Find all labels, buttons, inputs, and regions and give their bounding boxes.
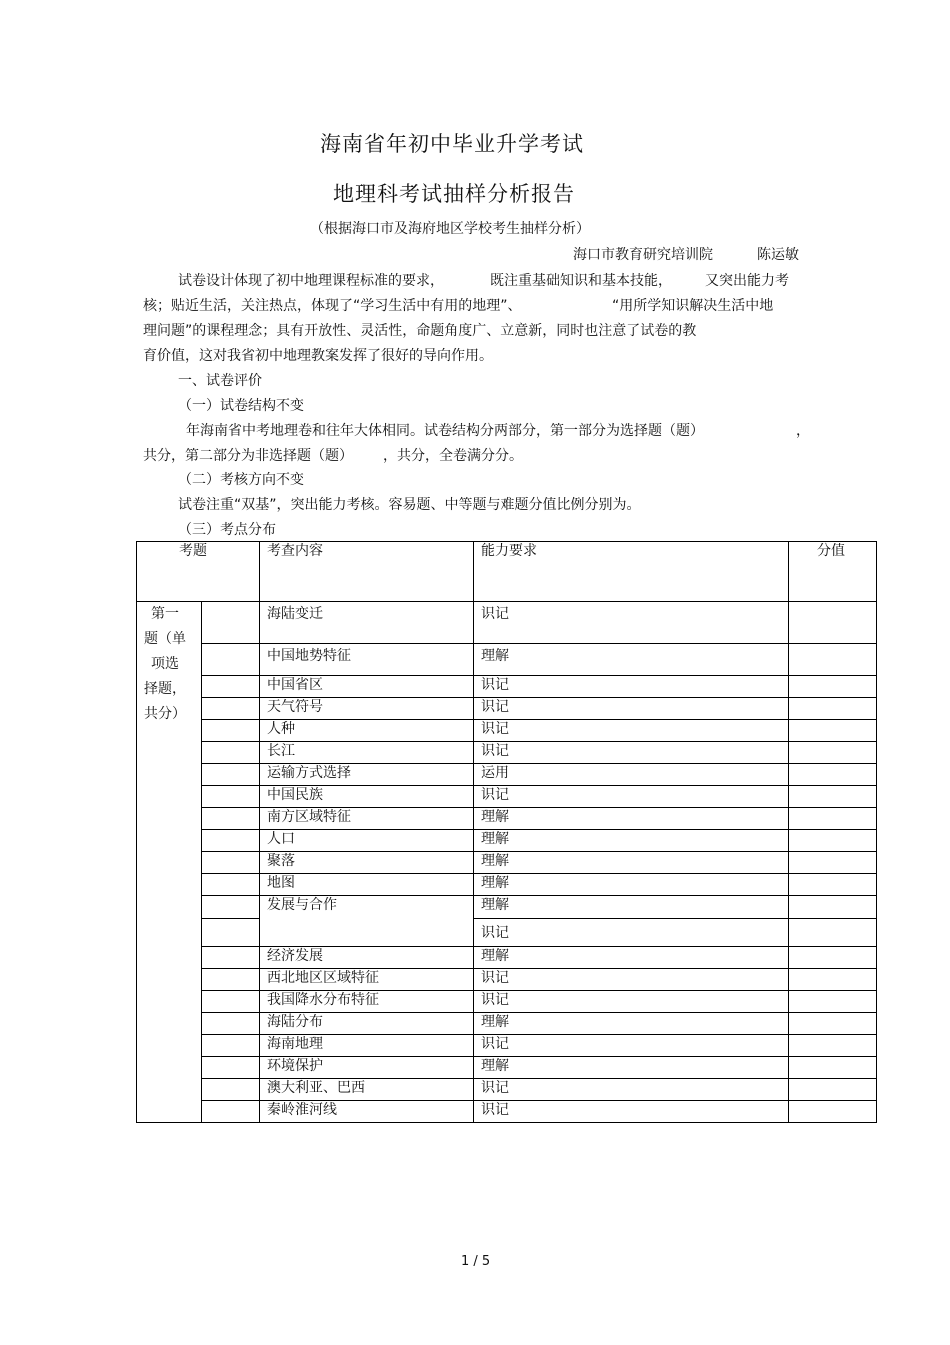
blank-cell (202, 644, 260, 676)
content-cell: 长江 (260, 742, 474, 764)
score-cell (789, 947, 877, 969)
structure-paragraph-b: ， (796, 423, 810, 439)
content-cell: 南方区域特征 (260, 808, 474, 830)
ability-cell: 理解 (474, 852, 789, 874)
content-cell: 环境保护 (260, 1057, 474, 1079)
ability-cell: 识记 (474, 991, 789, 1013)
table-header-row (137, 542, 877, 602)
blank-cell (202, 896, 260, 919)
blank-cell (202, 1079, 260, 1101)
score-cell (789, 720, 877, 742)
table-row (137, 919, 877, 947)
section-heading-1: 一、试卷评价 (178, 373, 262, 389)
table-row (137, 1079, 877, 1101)
ability-cell: 识记 (474, 919, 789, 947)
ability-cell: 识记 (474, 1035, 789, 1057)
table-row (137, 852, 877, 874)
score-cell (789, 830, 877, 852)
score-cell (789, 602, 877, 644)
score-cell (789, 808, 877, 830)
score-cell (789, 1057, 877, 1079)
intro-line-4: 育价值，这对我省初中地理教案发挥了很好的导向作用。 (143, 348, 493, 364)
content-cell: 澳大利亚、巴西 (260, 1079, 474, 1101)
ability-cell: 识记 (474, 720, 789, 742)
intro-line-1b: 既注重基础知识和基本技能， (490, 273, 672, 289)
header-question: 考题 (137, 542, 260, 602)
table-row (137, 830, 877, 852)
intro-line-3: 理问题”的课程理念；具有开放性、灵活性，命题角度广、立意新，同时也注意了试卷的教 (143, 323, 697, 339)
content-cell: 聚落 (260, 852, 474, 874)
table-row (137, 896, 877, 919)
exam-points-table (136, 541, 877, 1123)
direction-paragraph: 试卷注重“双基”，突出能力考核。容易题、中等题与难题分值比例分别为。 (178, 497, 641, 513)
content-cell: 运输方式选择 (260, 764, 474, 786)
page-number: 1 / 5 (461, 1254, 491, 1269)
author: 陈运敏 (757, 247, 799, 263)
ability-cell: 理解 (474, 874, 789, 896)
ability-cell: 识记 (474, 676, 789, 698)
table-row (137, 969, 877, 991)
question-label-line: 第一 (151, 606, 179, 622)
score-cell (789, 742, 877, 764)
question-label-line: 题（单 (144, 631, 186, 647)
content-cell: 人种 (260, 720, 474, 742)
ability-cell: 理解 (474, 1013, 789, 1035)
score-cell (789, 1035, 877, 1057)
content-cell: 中国民族 (260, 786, 474, 808)
intro-line-2b: “用所学知识解决生活中地 (612, 298, 774, 314)
content-cell: 天气符号 (260, 698, 474, 720)
content-cell: 人口 (260, 830, 474, 852)
blank-cell (202, 786, 260, 808)
ability-cell: 理解 (474, 947, 789, 969)
title-line-2: 地理科考试抽样分析报告 (333, 182, 575, 206)
table-row (137, 808, 877, 830)
source-note: （根据海口市及海府地区学校考生抽样分析） (310, 221, 590, 237)
structure-paragraph-c: 共分，第二部分为非选择题（题） (143, 448, 353, 464)
subsection-2: （二）考核方向不变 (178, 472, 304, 488)
blank-cell (202, 808, 260, 830)
blank-cell (202, 676, 260, 698)
ability-cell: 理解 (474, 1057, 789, 1079)
blank-cell (202, 1057, 260, 1079)
blank-cell (202, 764, 260, 786)
ability-cell: 理解 (474, 644, 789, 676)
score-cell (789, 786, 877, 808)
table-row (137, 698, 877, 720)
table-row (137, 1035, 877, 1057)
ability-cell: 识记 (474, 969, 789, 991)
blank-cell (202, 947, 260, 969)
score-cell (789, 874, 877, 896)
score-cell (789, 644, 877, 676)
blank-cell (202, 991, 260, 1013)
table-row (137, 786, 877, 808)
content-cell: 中国地势特征 (260, 644, 474, 676)
question-label-line: 择题， (144, 681, 186, 697)
blank-cell (202, 969, 260, 991)
score-cell (789, 852, 877, 874)
ability-cell: 理解 (474, 808, 789, 830)
header-ability: 能力要求 (474, 542, 789, 602)
question-one-label (137, 602, 202, 1123)
content-cell: 秦岭淮河线 (260, 1101, 474, 1123)
score-cell (789, 1013, 877, 1035)
institution: 海口市教育研究培训院 (573, 247, 713, 263)
ability-cell: 识记 (474, 602, 789, 644)
table-row (137, 991, 877, 1013)
title-line-1: 海南省年初中毕业升学考试 (320, 132, 584, 156)
content-cell: 海陆分布 (260, 1013, 474, 1035)
blank-cell (202, 1013, 260, 1035)
content-cell: 中国省区 (260, 676, 474, 698)
ability-cell: 理解 (474, 896, 789, 919)
blank-cell (202, 1101, 260, 1123)
blank-cell (202, 874, 260, 896)
ability-cell: 识记 (474, 786, 789, 808)
table-row (137, 874, 877, 896)
content-cell: 地图 (260, 874, 474, 896)
intro-line-2a: 核；贴近生活，关注热点，体现了“学习生活中有用的地理”、 (143, 298, 522, 314)
blank-cell (202, 698, 260, 720)
score-cell (789, 1101, 877, 1123)
score-cell (789, 764, 877, 786)
table-row (137, 1057, 877, 1079)
table-row (137, 947, 877, 969)
score-cell (789, 919, 877, 947)
ability-cell: 识记 (474, 742, 789, 764)
header-score: 分值 (789, 542, 877, 602)
table-row (137, 742, 877, 764)
content-cell: 西北地区区域特征 (260, 969, 474, 991)
table-row (137, 1101, 877, 1123)
intro-line-1a: 试卷设计体现了初中地理课程标准的要求， (178, 273, 444, 289)
score-cell (789, 896, 877, 919)
table-row (137, 644, 877, 676)
table-row (137, 602, 877, 644)
table-row (137, 1013, 877, 1035)
ability-cell: 理解 (474, 830, 789, 852)
blank-cell (202, 830, 260, 852)
header-content: 考查内容 (260, 542, 474, 602)
blank-cell (202, 1035, 260, 1057)
score-cell (789, 991, 877, 1013)
blank-cell (202, 852, 260, 874)
blank-cell (202, 602, 260, 644)
content-cell: 海南地理 (260, 1035, 474, 1057)
content-cell: 海陆变迁 (260, 602, 474, 644)
ability-cell: 识记 (474, 698, 789, 720)
table-row (137, 720, 877, 742)
intro-line-1c: 又突出能力考 (705, 273, 789, 289)
table-row (137, 676, 877, 698)
content-cell: 经济发展 (260, 947, 474, 969)
blank-cell (202, 742, 260, 764)
score-cell (789, 1079, 877, 1101)
content-cell: 我国降水分布特征 (260, 991, 474, 1013)
ability-cell: 识记 (474, 1101, 789, 1123)
structure-paragraph-a: 年海南省中考地理卷和往年大体相同。试卷结构分两部分，第一部分为选择题（题） (186, 423, 704, 439)
blank-cell (202, 919, 260, 947)
question-label-line: 项选 (151, 656, 179, 672)
table-row (137, 764, 877, 786)
question-label-line: 共分） (144, 706, 186, 722)
content-cell: 发展与合作 (260, 896, 474, 947)
blank-cell (202, 720, 260, 742)
subsection-3: （三）考点分布 (178, 522, 276, 538)
score-cell (789, 698, 877, 720)
ability-cell: 识记 (474, 1079, 789, 1101)
score-cell (789, 676, 877, 698)
subsection-1: （一）试卷结构不变 (178, 398, 304, 414)
score-cell (789, 969, 877, 991)
ability-cell: 运用 (474, 764, 789, 786)
structure-paragraph-d: ，共分，全卷满分分。 (383, 448, 523, 464)
